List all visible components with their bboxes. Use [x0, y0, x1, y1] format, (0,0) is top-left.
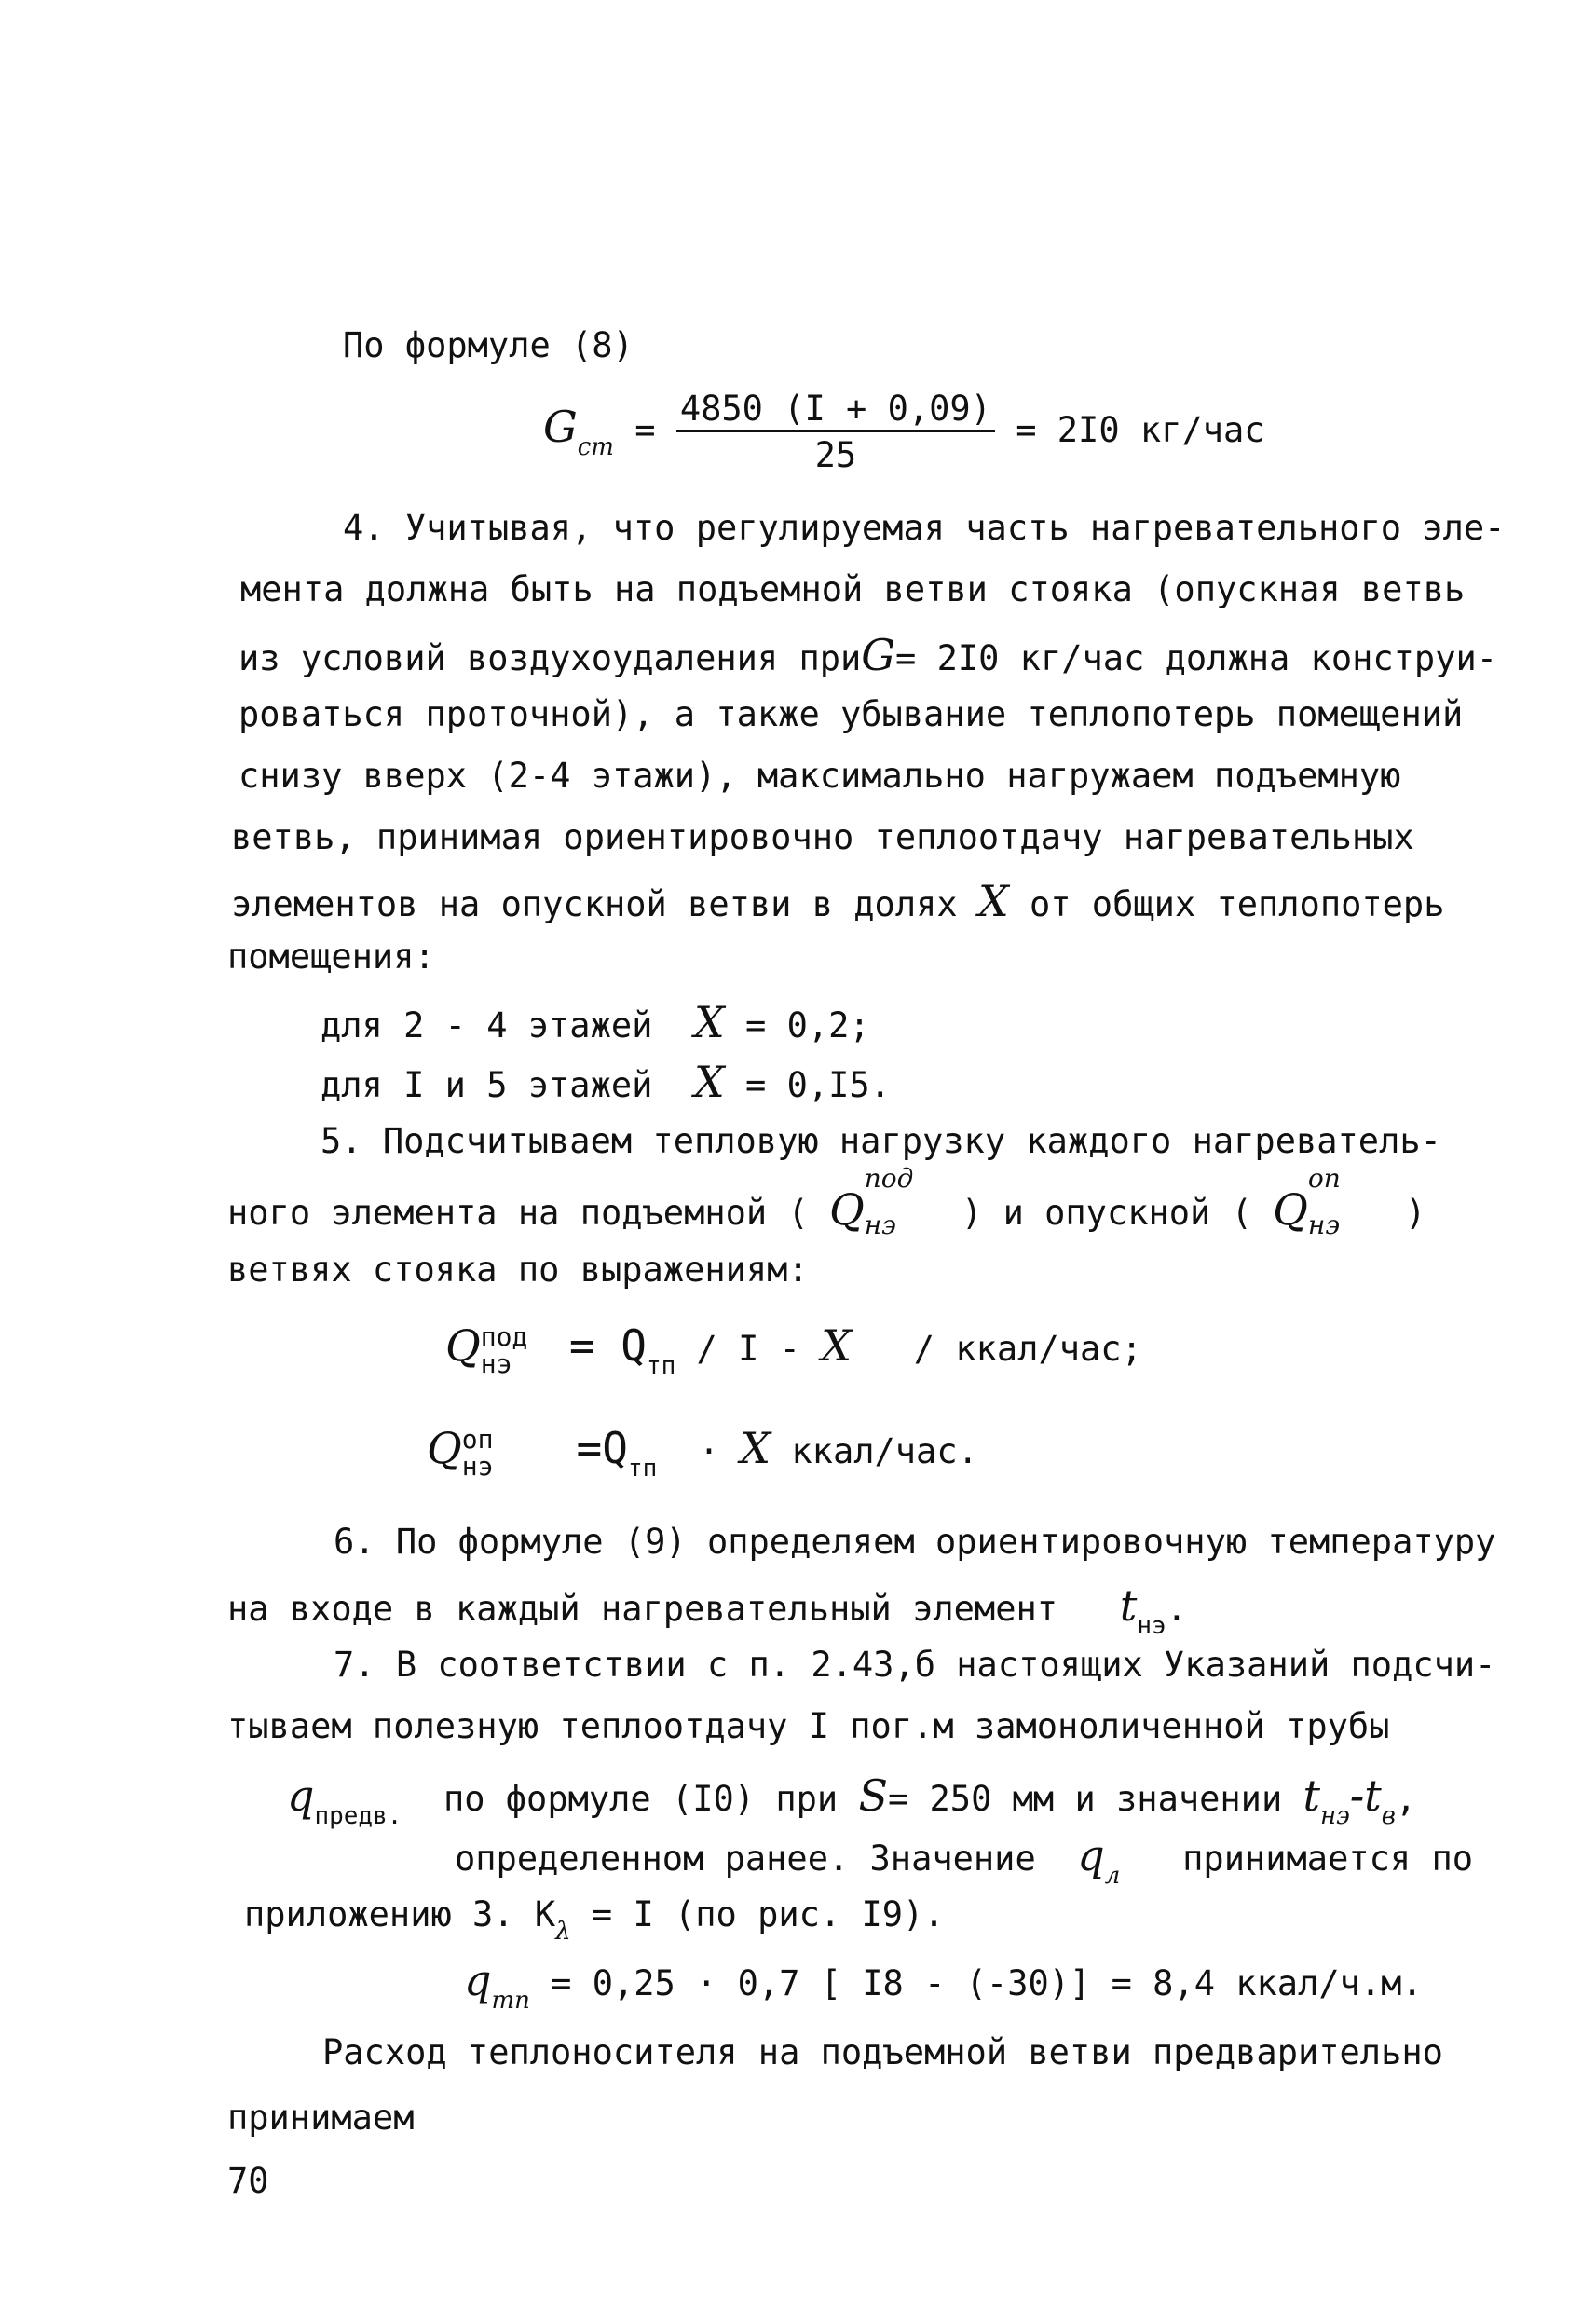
text-line: мента должна быть на подъемной ветви стояка (опускная ветвь — [240, 569, 1466, 609]
text-line: Расход теплоносителя на подъемной ветви предварительно — [322, 2032, 1443, 2072]
text-line: 4. Учитывая, что регулируемая часть нагревательного эле- — [343, 508, 1506, 548]
formula-flow-rate: $G_{ст}$ = $\frac{4850 (I + 0,09)}{25}$ = 2I0 кг/час — [543, 389, 1265, 475]
text-line: 7. В соответствии с п. 2.43,б настоящих Указаний подсчи- — [334, 1645, 1496, 1685]
text-line: для 2 - 4 этажей X = 0,2; — [321, 997, 870, 1047]
text-line: принимаем — [227, 2098, 415, 2138]
fraction: $\frac{4850 (I + 0,09)}{25}$ — [676, 391, 995, 472]
formula-q-tp: $q_{тп} = 0,25 \cdot 0,7$ [ I8 - (-30)] = 8,4 ккал/ч.м. — [464, 1955, 1423, 2015]
text-line: приложению 3. $К_\lambda = I$ (по рис. I9). — [244, 1894, 945, 1946]
text-line: для I и 5 этажей X = 0,I5. — [321, 1057, 891, 1107]
text-line: снизу вверх (2-4 этажи), максимально нагружаем подъемную — [239, 756, 1401, 796]
formula-q-op: Q оп нэ $=Q_{тп} \cdot X$ ккал/час. — [427, 1422, 978, 1483]
text-line: определенном ранее. Значение $q_л$ принимается по — [455, 1830, 1474, 1890]
text-line: 6. По формуле (9) определяем ориентировочную температуру — [334, 1522, 1496, 1562]
formula-q-pod: Q под нэ = $Q_{тп}$ / I - X / ккал/час; — [445, 1319, 1142, 1380]
text-line: тываем полезную теплоотдачу I пог.м замоноличенной трубы — [227, 1706, 1390, 1746]
text-line: ветвь, принимая ориентировочно теплоотдачу нагревательных — [231, 817, 1414, 857]
text-line: на входе в каждый нагревательный элемент $t_{нэ}$. — [227, 1580, 1187, 1640]
text-line: роваться проточной), а также убывание теплопотерь помещений — [239, 694, 1464, 734]
text-line: По формуле (8) — [343, 325, 634, 365]
text-line: $q_{предв.}$ по формуле (I0) при S= 250 мм и значении $t_{нэ}-t_в$, — [287, 1770, 1417, 1830]
text-line: элементов на опускной ветви в долях X от общих теплопотерь — [231, 876, 1445, 926]
text-line: 5. Подсчитываем тепловую нагрузку каждого нагреватель- — [321, 1121, 1441, 1161]
page-number: 70 — [227, 2161, 269, 2201]
text-line: из условий воздухоудаления приG= 2I0 кг/час должна конструи- — [239, 630, 1498, 680]
text-line: ветвях стояка по выражениям: — [227, 1250, 809, 1290]
text-line: ного элемента на подъемной ( Q под нэ ) и опускной ( Q оп нэ ) — [227, 1163, 1426, 1240]
text-line: помещения: — [227, 936, 435, 977]
